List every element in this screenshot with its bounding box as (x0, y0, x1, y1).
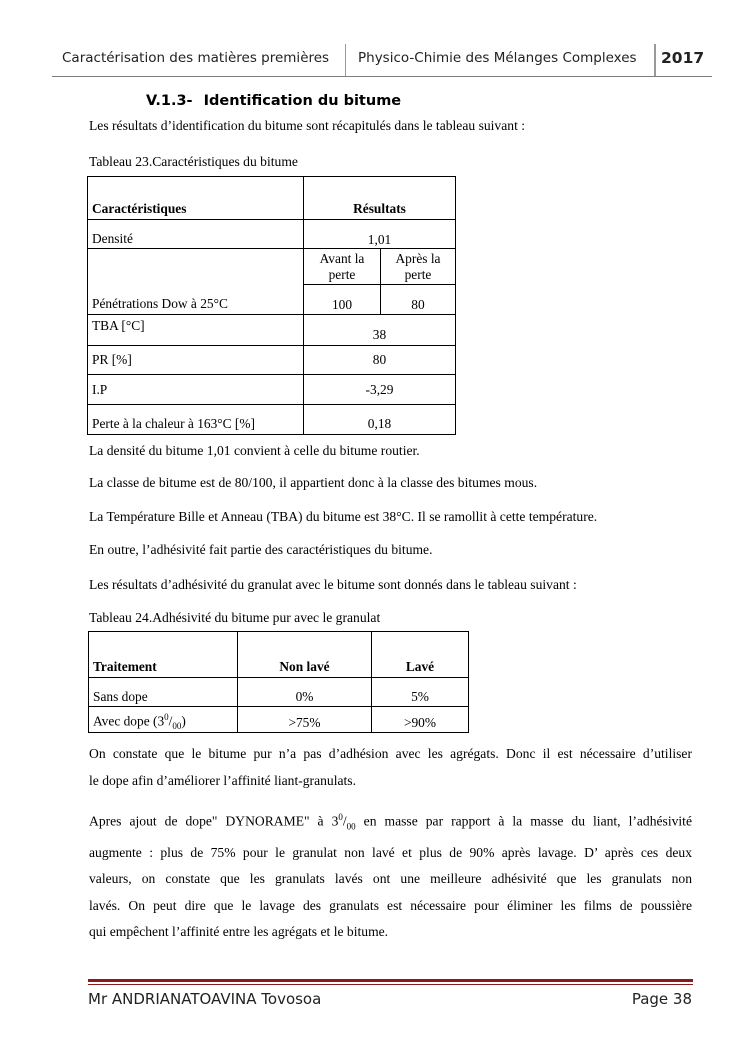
paragraph: La classe de bitume est de 80/100, il appartient donc à la classe des bitumes mous. (89, 475, 538, 490)
footer-rule (88, 979, 693, 982)
text-fragment: en masse par rapport à la masse du liant, l’adhésivité (355, 813, 692, 829)
table23-penetration-after: 80 (381, 285, 456, 315)
text-line: lavés. On peut dire que le lavage des granulats est nécessaire pour éliminer les films de poussière (89, 897, 692, 913)
table23-row-label: Perte à la chaleur à 163°C [%] (88, 405, 304, 435)
table23-penetration-before: 100 (304, 285, 381, 315)
superscript: 0 (164, 711, 169, 722)
section-number: V.1.3- (146, 93, 193, 109)
table23-row-value: -3,29 (304, 375, 456, 405)
table24-header-unwashed: Non lavé (238, 632, 372, 678)
table23-caption: Tableau 23.Caractéristiques du bitume (89, 154, 298, 169)
text-line: On constate que le bitume pur n’a pas d’adhésion avec les agrégats. Donc il est nécessaire d’utiliser (89, 746, 692, 761)
table-row (89, 678, 469, 707)
table24-cell: >90% (372, 707, 469, 733)
table24-cell: 0% (238, 678, 372, 707)
table23 (87, 176, 456, 435)
table23-row-value: 80 (304, 346, 456, 375)
table-row (88, 405, 456, 435)
header-left-title: Caractérisation des matières premières (62, 50, 330, 66)
table23-row-label: I.P (88, 375, 304, 405)
section-title-text: Identification du bitume (203, 93, 402, 109)
table23-penetration-label: Pénétrations Dow à 25°C (88, 249, 304, 315)
table23-density-label: Densité (88, 220, 304, 249)
header-year: 2017 (661, 49, 705, 67)
label-text: Avec dope (3 (93, 713, 165, 729)
table23-row-label: PR [%] (88, 346, 304, 375)
table23-before-loss: Avant la perte (304, 249, 381, 285)
text-line: valeurs, on constate que les granulats lavés ont une meilleure adhésivité que les granulats non (89, 871, 692, 887)
intro-paragraph: Les résultats d’identification du bitume sont récapitulés dans le tableau suivant : (89, 118, 526, 133)
table24-row-label (89, 707, 238, 733)
table24-row-label: Sans dope (89, 678, 238, 707)
subscript: 00 (172, 721, 182, 731)
table23-row-value: 0,18 (304, 405, 456, 435)
text-fragment: Apres ajout de dope" DYNORAME" à 3 (89, 813, 339, 829)
table24-header-washed: Lavé (372, 632, 469, 678)
footer-page-number: Page 38 (631, 990, 692, 1008)
table23-header-result: Résultats (304, 177, 456, 220)
table24-header-treatment: Traitement (89, 632, 238, 678)
text-line (89, 804, 692, 840)
footer-author: Mr ANDRIANATOAVINA Tovosoa (88, 990, 322, 1008)
header-middle-title: Physico-Chimie des Mélanges Complexes (358, 50, 637, 66)
table-row (88, 375, 456, 405)
paragraph: En outre, l’adhésivité fait partie des caractéristiques du bitume. (89, 542, 433, 557)
label-text: ) (181, 713, 186, 729)
text-line: le dope afin d’améliorer l’affinité liant-granulats. (89, 772, 356, 788)
table24-caption: Tableau 24.Adhésivité du bitume pur avec le granulat (89, 610, 381, 625)
section-title (146, 93, 401, 109)
table23-density-value: 1,01 (304, 220, 456, 249)
header-divider (345, 44, 346, 76)
paragraph: Les résultats d’adhésivité du granulat avec le bitume sont donnés dans le tableau suivant : (89, 577, 577, 592)
table-row (88, 346, 456, 375)
paragraph: La densité du bitume 1,01 convient à celle du bitume routier. (89, 443, 420, 458)
table24-cell: 5% (372, 678, 469, 707)
slash: / (342, 813, 347, 829)
text-line: augmente : plus de 75% pour le granulat non lavé et plus de 90% après lavage. D’ après ces deux (89, 844, 692, 860)
text-line: qui empêchent l’affinité entre les agrégats et le bitume. (89, 924, 389, 940)
table23-header-characteristic: Caractéristiques (88, 177, 304, 220)
table-row (89, 707, 469, 733)
paragraph: La Température Bille et Anneau (TBA) du bitume est 38°C. Il se ramollit à cette température. (89, 509, 598, 524)
header-divider (654, 44, 656, 76)
table23-after-loss: Après la perte (381, 249, 456, 285)
conclusion-paragraph-1 (89, 741, 692, 794)
header-rule (52, 76, 712, 77)
conclusion-paragraph-2 (89, 804, 692, 946)
table-row (88, 315, 456, 346)
slash: / (168, 713, 173, 729)
table24 (88, 631, 469, 733)
superscript: 0 (338, 812, 343, 822)
table24-cell: >75% (238, 707, 372, 733)
subscript: 00 (346, 821, 356, 832)
page-header (52, 40, 712, 76)
footer-rule (88, 984, 693, 985)
table23-row-label: TBA [°C] (88, 315, 304, 346)
table23-row-value: 38 (304, 315, 456, 346)
